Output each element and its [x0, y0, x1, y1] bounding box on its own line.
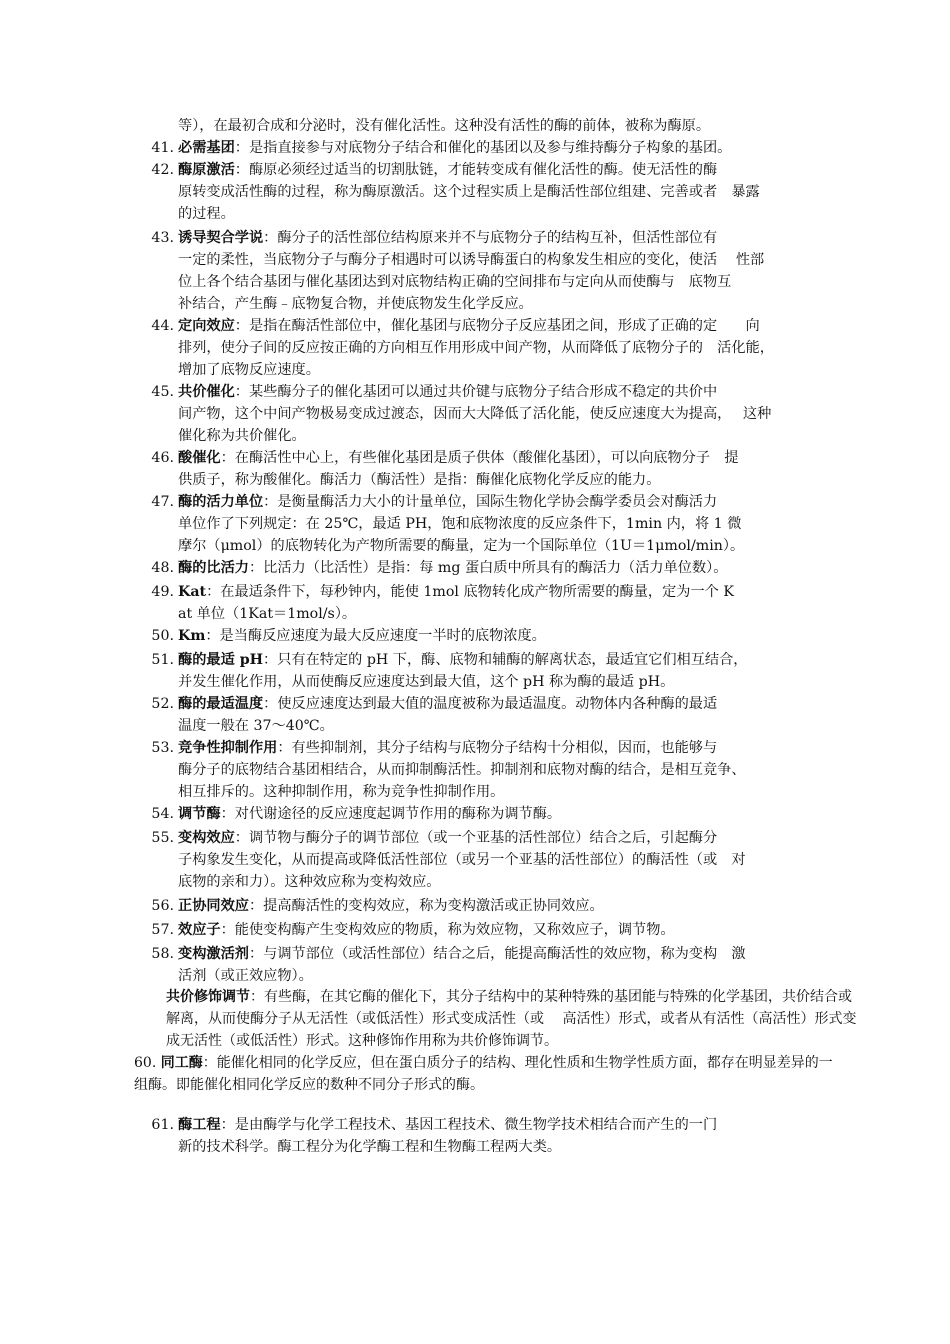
entry-text-line: 相互排斥的。这种抑制作用，称为竞争性抑制作用。 [178, 784, 505, 800]
entry-number: 56. [151, 898, 174, 914]
glossary-entry [134, 447, 738, 491]
entry-number: 50. [151, 628, 174, 644]
glossary-entry [134, 895, 604, 917]
entry-text-line: 的过程。 [178, 206, 235, 222]
entry-term: 正协同效应 [178, 898, 249, 914]
glossary-entry [134, 1114, 717, 1158]
entry-number: 46. [151, 450, 174, 466]
entry-text-line: ：在酶活性中心上，有些催化基团是质子供体（酸催化基团），可以向底物分子 提 [220, 450, 739, 466]
glossary-entry [134, 737, 746, 803]
entry-term: 定向效应 [178, 318, 235, 334]
entry-term: 酶的最适温度 [178, 696, 264, 712]
entry-text-line: ：在最适条件下，每秒钟内，能使 1mol 底物转化成产物所需要的酶量，定为一个 K [206, 584, 734, 600]
entry-text-line: 解离，从而使酶分子从无活性（或低活性）形式变成活性（或 高活性）形式，或者从有活性（高活性）形式变 [166, 1011, 857, 1027]
entry-number: 41. [151, 140, 174, 156]
entry-term: 酶的活力单位 [178, 494, 264, 510]
entry-number: 51. [151, 652, 174, 668]
entry-text-line: 等），在最初合成和分泌时，没有催化活性。这种没有活性的酶的前体，被称为酶原。 [178, 118, 711, 134]
glossary-entry [134, 581, 734, 625]
entry-term: 变构效应 [178, 830, 235, 846]
entry-text-line: 补结合，产生酶﹣底物复合物，并使底物发生化学反应。 [178, 296, 533, 312]
entry-number: 42. [151, 162, 174, 178]
glossary-entry [178, 115, 710, 137]
entry-text-line: ：某些酶分子的催化基团可以通过共价键与底物分子结合形成不稳定的共价中 [234, 384, 718, 400]
entry-number: 43. [151, 230, 174, 246]
entry-text-line: 并发生催化作用，从而使酶反应速度达到最大值，这个 pH 称为酶的最适 pH。 [178, 674, 675, 690]
entry-number: 54. [151, 806, 174, 822]
entry-text-line: 催化称为共价催化。 [178, 428, 306, 444]
entry-text-line: ：调节物与酶分子的调节部位（或一个亚基的活性部位）结合之后，引起酶分 [234, 830, 718, 846]
entry-term: 竞争性抑制作用 [178, 740, 278, 756]
entry-number: 58. [151, 946, 174, 962]
entry-text-line: 组酶。即能催化相同化学反应的数种不同分子形式的酶。 [134, 1077, 484, 1093]
entry-term: 诱导契合学说 [178, 230, 264, 246]
entry-text-line: 子构象发生变化，从而提高或降低活性部位（或另一个亚基的活性部位）的酶活性（或 对 [178, 852, 746, 868]
entry-text-line: at 单位（1Kat＝1mol/s）。 [178, 606, 357, 622]
entry-text-line: 新的技术科学。酶工程分为化学酶工程和生物酶工程两大类。 [178, 1139, 562, 1155]
entry-number: 60. [134, 1055, 157, 1071]
glossary-entry [134, 693, 717, 737]
entry-text-line: ：是指在酶活性部位中，催化基团与底物分子反应基团之间，形成了正确的定 向 [234, 318, 760, 334]
entry-term: 效应子 [178, 922, 221, 938]
glossary-entry [134, 919, 675, 941]
entry-text-line: 底物的亲和力）。这种效应称为变构效应。 [178, 874, 441, 890]
glossary-entry [134, 557, 727, 579]
entry-term: 同工酶 [160, 1055, 203, 1071]
entry-text-line: 温度一般在 37～40℃。 [178, 718, 334, 734]
entry-text-line: ：是衡量酶活力大小的计量单位，国际生物化学协会酶学委员会对酶活力 [263, 494, 718, 510]
entry-text-line: ：只有在特定的 pH 下，酶、底物和辅酶的解离状态，最适宜它们相互结合， [263, 652, 748, 668]
entry-text-line: ：是当酶反应速度为最大反应速度一半时的底物浓度。 [205, 628, 546, 644]
entry-text-line: 摩尔（μmol）的底物转化为产物所需要的酶量，定为一个国际单位（1U＝1μmol/min）。 [178, 538, 745, 554]
entry-text-line: 酶分子的底物结合基团相结合，从而抑制酶活性。抑制剂和底物对酶的结合，是相互竞争、 [178, 762, 746, 778]
entry-text-line: ：是指直接参与对底物分子结合和催化的基团以及参与维持酶分子构象的基团。 [234, 140, 732, 156]
entry-term: 变构激活剂 [178, 946, 249, 962]
glossary-entry [134, 491, 744, 557]
entry-number: 48. [151, 560, 174, 576]
entry-text-line: ：使反应速度达到最大值的温度被称为最适温度。动物体内各种酶的最适 [263, 696, 718, 712]
glossary-entry [134, 943, 746, 987]
entry-term: 调节酶 [178, 806, 221, 822]
entry-text-line: 间产物，这个中间产物极易变成过渡态，因而大大降低了活化能，使反应速度大为提高， 这种 [178, 406, 772, 422]
entry-text-line: ：是由酶学与化学工程技术、基因工程技术、微生物学技术相结合而产生的一门 [220, 1117, 718, 1133]
entry-text-line: ：酶分子的活性部位结构原来并不与底物分子的结构互补，但活性部位有 [263, 230, 718, 246]
entry-term: 酶工程 [178, 1117, 221, 1133]
entry-text-line: 活剂（或正效应物）。 [178, 968, 313, 984]
entry-term: Kat [178, 584, 207, 600]
entry-text-line: ：提高酶活性的变构效应，称为变构激活或正协同效应。 [248, 898, 604, 914]
entry-text-line: ：与调节部位（或活性部位）结合之后，能提高酶活性的效应物，称为变构 激 [248, 946, 746, 962]
entry-term: Km [178, 628, 206, 644]
entry-text-line: ：有些抑制剂，其分子结构与底物分子结构十分相似，因而，也能够与 [277, 740, 718, 756]
entry-text-line: ：对代谢途径的反应速度起调节作用的酶称为调节酶。 [220, 806, 562, 822]
entry-text-line: 单位作了下列规定：在 25℃，最适 PH，饱和底物浓度的反应条件下，1min 内，将 1 微 [178, 516, 742, 532]
entry-term: 共价修饰调节 [166, 989, 250, 1005]
entry-number: 57. [151, 922, 174, 938]
entry-number: 44. [151, 318, 174, 334]
entry-term: 酶的最适 pH [178, 652, 264, 668]
entry-number: 53. [151, 740, 174, 756]
entry-text-line: 排列，使分子间的反应按正确的方向相互作用形成中间产物，从而降低了底物分子的 活化能， [178, 340, 774, 356]
entry-text-line: 原转变成活性酶的过程，称为酶原激活。这个过程实质上是酶活性部位组建、完善或者 暴露 [178, 184, 760, 200]
entry-text-line: ：比活力（比活性）是指：每 mg 蛋白质中所具有的酶活力（活力单位数）。 [248, 560, 728, 576]
entry-number: 52. [151, 696, 174, 712]
glossary-entry [166, 986, 856, 1052]
entry-text-line: ：有些酶，在其它酶的催化下，其分子结构中的某种特殊的基团能与特殊的化学基团，共价结合或 [250, 989, 852, 1005]
entry-text-line: 一定的柔性，当底物分子与酶分子相遇时可以诱导酶蛋白的构象发生相应的变化，使活 性部 [178, 252, 765, 268]
entry-text-line: 位上各个结合基团与催化基团达到对底物结构正确的空间排布与定向从而使酶与 底物互 [178, 274, 732, 290]
entry-number: 55. [151, 830, 174, 846]
glossary-entry [134, 1052, 833, 1096]
glossary-entry [134, 803, 561, 825]
entry-number: 49. [151, 584, 174, 600]
entry-term: 酶原激活 [178, 162, 235, 178]
entry-number: 45. [151, 384, 174, 400]
glossary-entry [134, 227, 764, 315]
glossary-entry [134, 649, 748, 693]
entry-number: 61. [151, 1117, 174, 1133]
glossary-entry [134, 315, 774, 381]
glossary-entry [134, 381, 771, 447]
entry-number: 47. [151, 494, 174, 510]
entry-text-line: ：能使变构酶产生变构效应的物质，称为效应物，又称效应子，调节物。 [220, 922, 675, 938]
entry-term: 共价催化 [178, 384, 235, 400]
entry-text-line: ：能催化相同的化学反应，但在蛋白质分子的结构、理化性质和生物学性质方面，都存在明显差异的一 [202, 1055, 833, 1071]
glossary-entry [134, 137, 731, 159]
glossary-entry [134, 159, 760, 225]
entry-text-line: ：酶原必须经过适当的切割肽链，才能转变成有催化活性的酶。使无活性的酶 [234, 162, 718, 178]
entry-text-line: 供质子，称为酸催化。酶活力（酶活性）是指：酶催化底物化学反应的能力。 [178, 472, 661, 488]
entry-text-line: 增加了底物反应速度。 [178, 362, 320, 378]
glossary-entry [134, 827, 746, 893]
entry-term: 必需基团 [178, 140, 235, 156]
entry-term: 酸催化 [178, 450, 221, 466]
entry-term: 酶的比活力 [178, 560, 249, 576]
glossary-entry [134, 625, 546, 647]
entry-text-line: 成无活性（或低活性）形式。这种修饰作用称为共价修饰调节。 [166, 1033, 558, 1049]
